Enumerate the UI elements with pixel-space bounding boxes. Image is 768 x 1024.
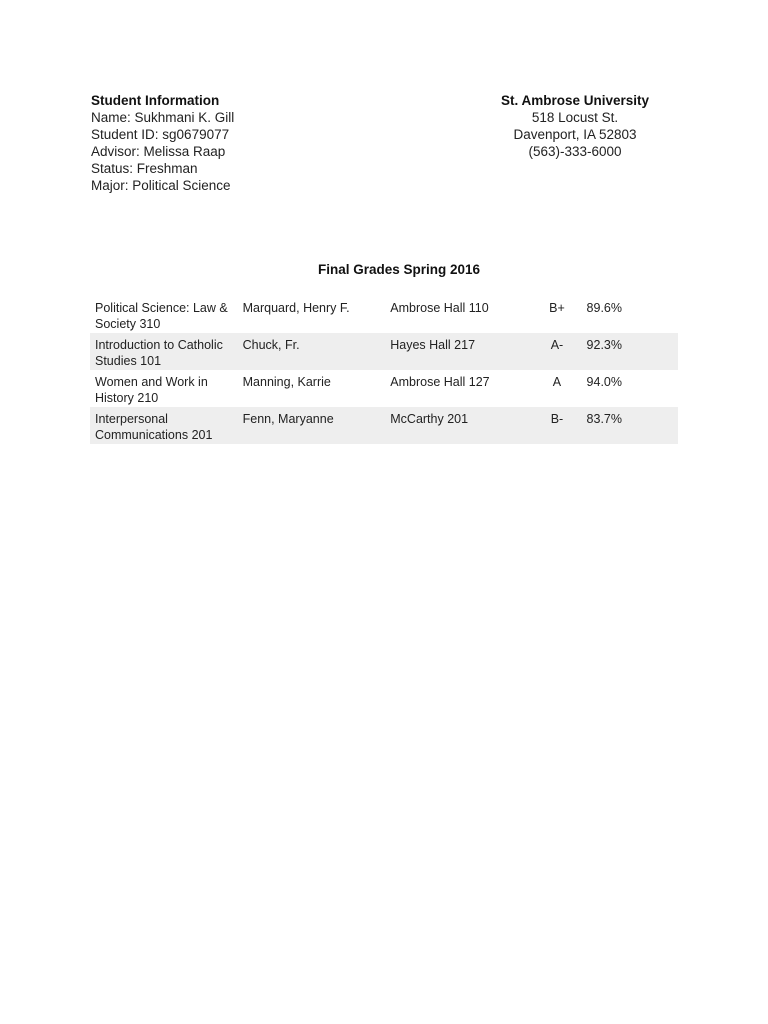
- table-row: [90, 296, 678, 333]
- student-status: Status: Freshman: [91, 161, 198, 176]
- instructor-cell: Marquard, Henry F.: [242, 301, 350, 315]
- student-major: Major: Political Science: [91, 178, 231, 193]
- university-street: 518 Locust St.: [531, 110, 619, 125]
- student-information-heading: Student Information: [91, 93, 220, 108]
- location-cell: McCarthy 201: [385, 407, 533, 444]
- location-cell: Ambrose Hall 127: [390, 375, 490, 389]
- location-cell: Ambrose Hall 110: [390, 301, 489, 315]
- table-row: [90, 333, 678, 370]
- course-cell: Women and Work in History 210: [95, 375, 208, 405]
- percent-cell: 89.6%: [586, 301, 622, 315]
- percent-cell: 83.7%: [581, 407, 678, 444]
- course-cell: Interpersonal Communications 201: [90, 407, 238, 444]
- course-cell: Political Science: Law & Society 310: [95, 301, 228, 331]
- course-cell: Introduction to Catholic Studies 101: [90, 333, 238, 370]
- grades-table: [90, 296, 678, 444]
- student-id: Student ID: sg0679077: [91, 127, 230, 142]
- instructor-cell: Chuck, Fr.: [238, 333, 386, 370]
- student-information-block: [91, 92, 351, 194]
- student-advisor: Advisor: Melissa Raap: [91, 144, 226, 159]
- university-phone: (563)-333-6000: [528, 144, 622, 159]
- student-name: Name: Sukhmani K. Gill: [91, 110, 235, 125]
- university-city: Davenport, IA 52803: [513, 127, 637, 142]
- table-row: [90, 370, 678, 407]
- instructor-cell: Fenn, Maryanne: [238, 407, 386, 444]
- grade-cell: A: [552, 375, 562, 389]
- grades-title: Final Grades Spring 2016: [317, 262, 481, 277]
- location-cell: Hayes Hall 217: [385, 333, 533, 370]
- grade-cell: A-: [533, 333, 581, 370]
- university-address-block: [470, 92, 680, 160]
- grade-cell: B-: [533, 407, 581, 444]
- grade-cell: B+: [549, 301, 565, 315]
- table-row: [90, 407, 678, 444]
- percent-cell: 92.3%: [581, 333, 678, 370]
- percent-cell: 94.0%: [586, 375, 622, 389]
- instructor-cell: Manning, Karrie: [242, 375, 331, 389]
- university-name: St. Ambrose University: [500, 93, 650, 108]
